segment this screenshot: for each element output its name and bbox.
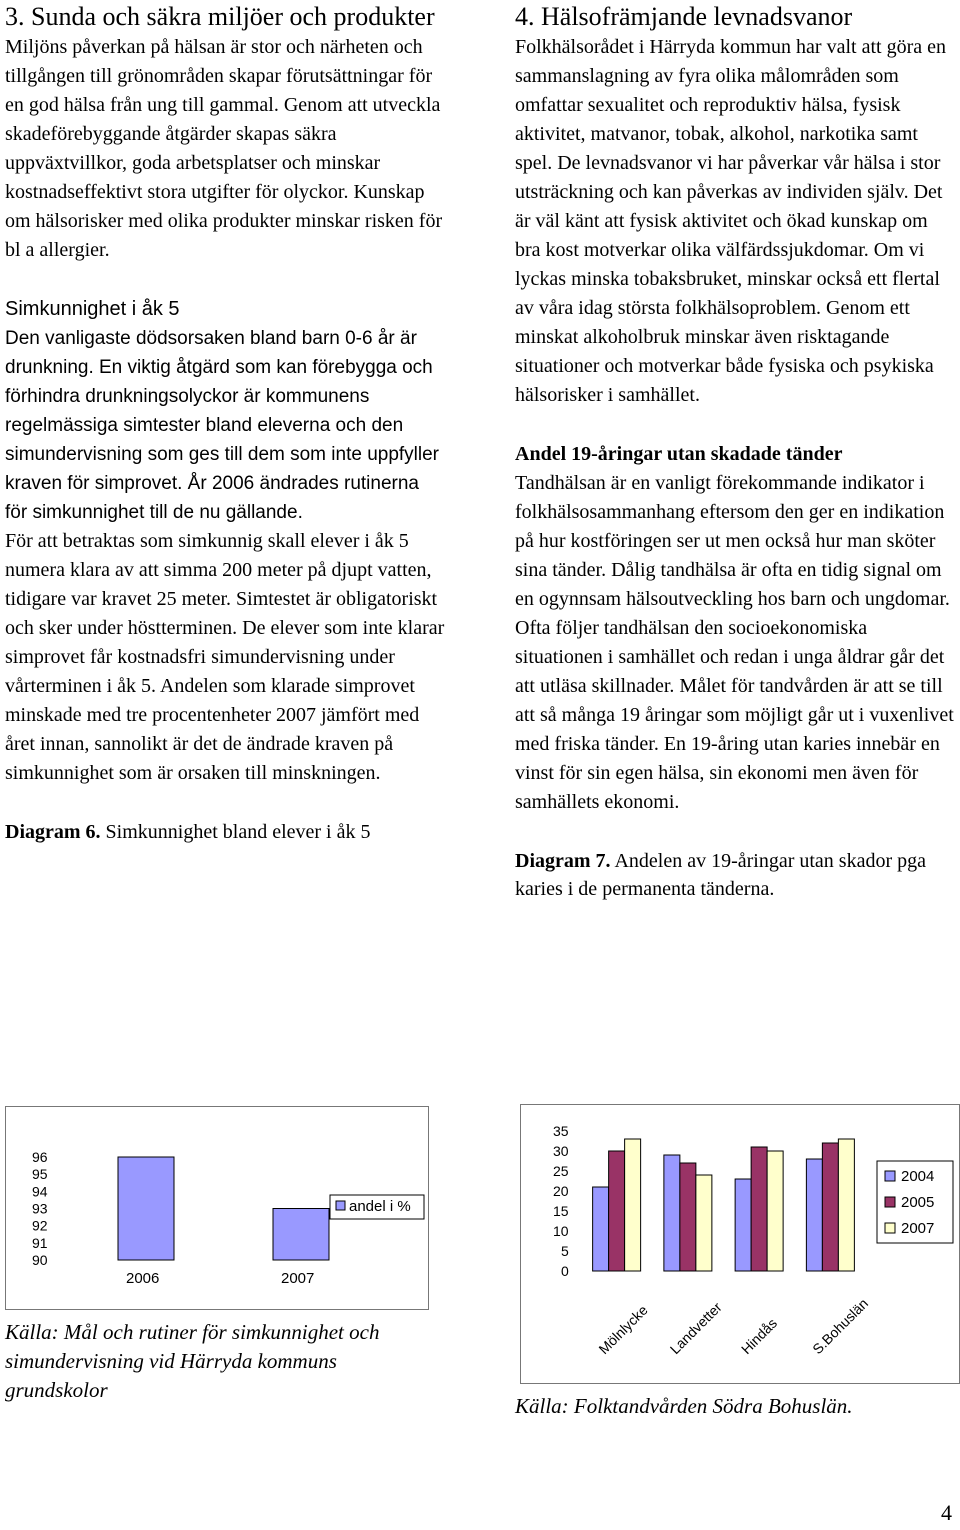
bar [273, 1209, 329, 1261]
caption-text: Simkunnighet bland elever i åk 5 [100, 821, 371, 843]
y-tick-label: 95 [32, 1166, 48, 1183]
right-column [515, 0, 955, 903]
bar [767, 1151, 783, 1271]
bar [751, 1147, 767, 1271]
diagram-caption-right [515, 847, 955, 903]
legend-label: 2005 [901, 1194, 935, 1211]
paragraph-right-2: Tandhälsan är en vanligt förekommande indikator i folkhälsosammanhang eftersom den ger en indikation på hur kostföringen ser ut men också hur man sköter sina tänder. Dålig tandhälsa är ofta en tidig signal om en ogynnsam hälsoutveckling hos barn och ungdomar. Ofta följer tandhälsan den socioekonomiska situationen i samhället och redan i unga åldrar går det att utläsa skillnader. Målet för tandvården är att se till att så många 19 åringar som möjligt går ut i vuxenlivet med friska tänder. En 19-åring utan karies innebär en vinst för sin egen hälsa, sin ekonomi men även för samhällets ekonomi. [515, 472, 954, 813]
paragraph-1: Den vanligaste dödsorsaken bland barn 0-6 år är drunkning. En viktig åtgärd som kan förebygga och förhindra drunkningsolyckor är kommunens regelmässiga simtester bland eleverna och den simundervisning som ges till dem som inte uppfyller kraven för simprovet. År 2006 ändrades rutinerna för simkunnighet till de nu gällande. [5, 328, 440, 523]
caption-text-right: Andelen av 19-åringar utan skador pga karies i de permanenta tänderna. [515, 850, 926, 900]
x-tick-label: 2006 [126, 1270, 160, 1287]
y-tick-label: 0 [561, 1263, 569, 1279]
bar [822, 1143, 838, 1271]
subheading-right: Andel 19-åringar utan skadade tänder [515, 443, 843, 465]
bar [609, 1151, 625, 1271]
bar [118, 1157, 174, 1260]
y-tick-label: 15 [553, 1203, 569, 1219]
legend-swatch [885, 1197, 895, 1207]
bar [680, 1163, 696, 1271]
legend-swatch [885, 1223, 895, 1233]
chart-7 [521, 1105, 959, 1383]
bar [735, 1179, 751, 1271]
caption-label: Diagram 6. [5, 821, 101, 843]
bar [806, 1159, 822, 1271]
page-number: 4 [941, 1500, 952, 1525]
left-column [5, 0, 445, 846]
source-right: Källa: Folktandvården Södra Bohuslän. [515, 1394, 853, 1418]
y-tick-label: 5 [561, 1243, 569, 1259]
bar [593, 1187, 609, 1271]
section-heading-right: 4. Hälsofrämjande levnadsvanor [515, 2, 853, 31]
y-tick-label: 92 [32, 1217, 48, 1234]
bar [696, 1175, 712, 1271]
y-tick-label: 20 [553, 1183, 569, 1199]
bar [625, 1139, 641, 1271]
legend-label: 2007 [901, 1220, 935, 1237]
paragraph-right-1: Folkhälsorådet i Härryda kommun har valt att göra en sammanslagning av fyra olika målområden som omfattar sexualitet och reproduktiv hälsa, fysisk aktivitet, matvanor, tobak, alkohol, narkotika samt spel. De levnadsvanor vi har påverkar vår hälsa i stor utsträckning och kan påverkas av individen själv. Det är väl känt att fysisk aktivitet och ökad kunskap om bra kost motverkar olika välfärdssjukdomar. Om vi lyckas minska tobaksbruket, minskar också ett flertal av våra idag största folkhälsoproblem. Genom ett minskat alkoholbruk minskar även risktagande situationer och motverkar både fysiska och psykiska hälsorisker i samhället. [515, 36, 946, 406]
chart-7-frame [520, 1104, 960, 1384]
y-tick-label: 90 [32, 1252, 48, 1268]
x-tick-label: Landvetter [666, 1299, 725, 1358]
y-tick-label: 94 [32, 1183, 48, 1200]
legend-label: andel i % [349, 1198, 411, 1215]
diagram-caption [5, 818, 445, 846]
y-tick-label: 93 [32, 1200, 48, 1217]
x-tick-label: S.Bohuslän [809, 1295, 872, 1358]
chart-6 [6, 1107, 428, 1309]
x-tick-label: 2007 [281, 1270, 315, 1287]
x-tick-label: Hindås [737, 1314, 781, 1358]
source-left: Källa: Mål och rutiner för simkunnighet och simundervisning vid Härryda kommuns grundskolor [5, 1320, 380, 1402]
bar [838, 1139, 854, 1271]
legend-label: 2004 [901, 1168, 935, 1185]
caption-label-right: Diagram 7. [515, 850, 611, 872]
chart-6-frame [5, 1106, 429, 1310]
legend-swatch [885, 1171, 895, 1181]
y-tick-label: 10 [553, 1223, 569, 1239]
y-tick-label: 30 [553, 1143, 569, 1159]
x-tick-label: Mölnlycke [595, 1301, 651, 1358]
paragraph-2: För att betraktas som simkunnig skall elever i åk 5 numera klara av att simma 200 meter på djupt vatten, tidigare var kravet 25 meter. Simtestet är obligatoriskt och sker under höstterminen. De elever som inte klarar simprovet får kostnadsfri simundervisning under vårterminen i åk 5. Andelen som klarade simprovet minskade med tre procentenheter 2007 jämfört med året innan, sannolikt är det de ändrade kraven på simkunnighet som är orsaken till minskningen. [5, 530, 445, 784]
y-tick-label: 35 [553, 1123, 569, 1139]
section-heading: 3. Sunda och säkra miljöer och produkter [5, 2, 435, 31]
legend-swatch [336, 1201, 345, 1210]
y-tick-label: 91 [32, 1234, 48, 1251]
intro-paragraph: Miljöns påverkan på hälsan är stor och närheten och tillgången till grönområden skapar förutsättningar för en god hälsa från ung till gammal. Genom att utveckla skadeförebyggande åtgärder skapas säkra uppväxtvillkor, goda arbetsplatser och minskar kostnadseffektivt stora utgifter för olyckor. Kunskap om hälsorisker med olika produkter minskar risken för bl a allergier. [5, 36, 443, 261]
subheading: Simkunnighet i åk 5 [5, 298, 180, 320]
bar [664, 1155, 680, 1271]
y-tick-label: 96 [32, 1149, 48, 1165]
y-tick-label: 25 [553, 1163, 569, 1179]
